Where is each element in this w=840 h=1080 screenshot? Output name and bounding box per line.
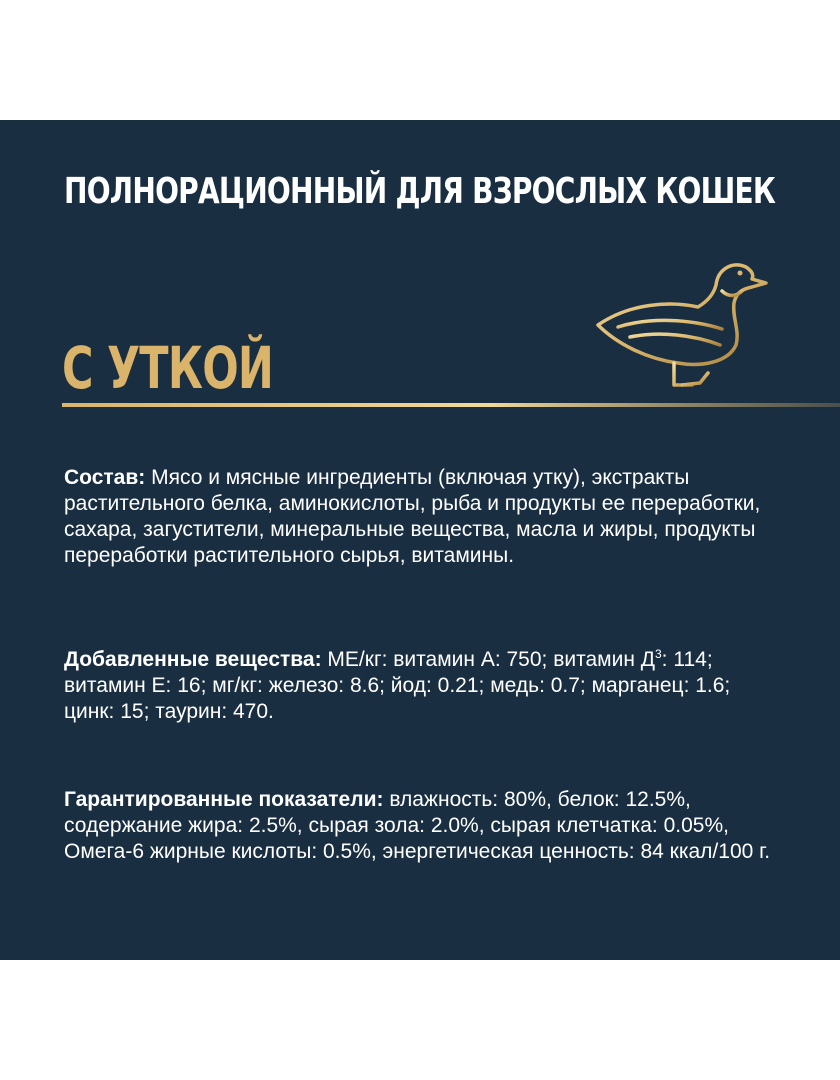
duck-icon bbox=[590, 255, 770, 395]
additives-text bbox=[64, 647, 774, 725]
composition-body: Мясо и мясные ингредиенты (включая утку), экстракты растительного белка, аминокислоты, рыба и продукты ее переработки, сахара, загустители, минеральные вещества, масла и жиры, продукты переработки растительного сырья, витамины. bbox=[64, 466, 761, 567]
headline: ПОЛНОРАЦИОННЫЙ ДЛЯ ВЗРОСЛЫХ КОШЕК bbox=[64, 171, 776, 212]
gold-divider bbox=[62, 403, 840, 407]
guaranteed-label: Гарантированные показатели: bbox=[64, 788, 384, 811]
composition-label: Состав: bbox=[64, 466, 146, 489]
guaranteed-text bbox=[64, 787, 774, 865]
additives-body-end: : 114; витамин Е: 16; мг/кг: железо: 8.6; йод: 0.21; медь: 0.7; марганец: 1.6; цинк: 15; таурин: 470. bbox=[64, 648, 731, 723]
additives-body-start: МЕ/кг: витамин А: 750; витамин Д bbox=[321, 648, 655, 671]
composition-text bbox=[64, 465, 774, 569]
additives-superscript: 3 bbox=[654, 647, 662, 661]
guaranteed-body: влажность: 80%, белок: 12.5%, содержание жира: 2.5%, сырая зола: 2.0%, сырая клетчатка: 0.05%, Омега-6 жирные кислоты: 0.5%, энергетическая ценность: 84 ккал/100 г. bbox=[64, 788, 771, 863]
additives-label: Добавленные вещества: bbox=[64, 648, 322, 671]
flavor-title: С УТКОЙ bbox=[62, 334, 274, 402]
product-info-panel bbox=[0, 120, 840, 960]
